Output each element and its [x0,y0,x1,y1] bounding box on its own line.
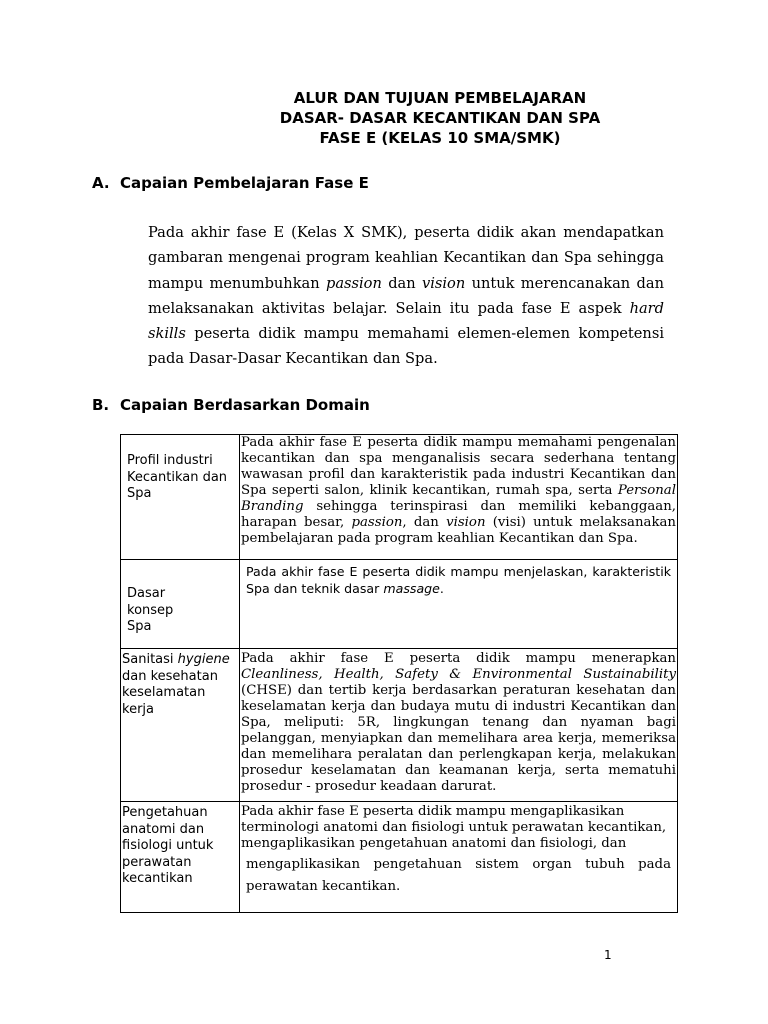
paragraph-emphasis: vision [421,274,466,292]
title-line-1: ALUR DAN TUJUAN PEMBELAJARAN [293,89,587,107]
row-description-cell [240,802,678,913]
section-a-heading [92,173,369,193]
domain-table [120,434,678,913]
table-row [121,435,678,560]
row-label: Pengetahuan anatomi dan fisiologi untuk perawatan kecantikan [122,805,214,886]
row-description-cell [240,560,678,649]
row-description-cell [240,649,678,802]
table-row [121,560,678,649]
row-description: Pada akhir fase E peserta didik mampu menerapkan Cleanliness, Health, Safety & Environmental Sustainability (CHSE) dan tertib kerja berdasarkan peraturan kesehatan dan keselamatan kerja dan budaya mutu di industri Kecantikan dan Spa, meliputi: 5R, lingkungan tenang dan nyaman bagi pelanggan, menyiapkan dan memelihara area kerja, memeriksa dan memelihara peralatan dan perlengkapan kerja, melakukan prosedur keselamatan dan keamanan kerja, serta mematuhi prosedur - prosedur keadaan darurat. [241,651,676,794]
paragraph-emphasis: passion [325,274,382,292]
paragraph-text: peserta didik mampu memahami elemen-elemen kompetensi pada Dasar-Dasar Kecantikan dan Spa. [148,325,664,368]
title-line-2: DASAR- DASAR KECANTIKAN DAN SPA [279,109,601,127]
row-description-continued: mengaplikasikan pengetahuan sistem organ tubuh pada perawatan kecantikan. [246,857,671,894]
row-label-cell [121,802,240,913]
row-label-cell [121,649,240,802]
row-description: Pada akhir fase E peserta didik mampu memahami pengenalan kecantikan dan spa menganalisis secara sederhana tentang wawasan profil dan karakteristik pada industri Kecantikan dan Spa seperti salon, klinik kecantikan, rumah spa, serta Personal Branding sehingga terinspirasi dan memiliki kebanggaan, harapan besar, passion, dan vision (visi) untuk melaksanakan pembelajaran pada program keahlian Kecantikan dan Spa. [241,435,676,546]
document-title [0,88,768,148]
row-label-cell [121,435,240,560]
row-description: Pada akhir fase E peserta didik mampu menjelaskan, karakteristik Spa dan teknik dasar massage. [246,564,671,596]
row-label-cell [121,560,240,649]
section-b-title: Capaian Berdasarkan Domain [120,396,370,414]
table-row [121,649,678,802]
row-description: Pada akhir fase E peserta didik mampu mengaplikasikan terminologi anatomi dan fisiologi untuk perawatan kecantikan, mengaplikasikan pengetahuan anatomi dan fisiologi, dan [241,804,667,851]
paragraph-text: dan [381,274,422,292]
page-number: 1 [604,948,612,962]
section-a-paragraph [148,220,664,372]
row-description-cell [240,435,678,560]
row-label: Profil industri Kecantikan dan Spa [127,453,228,501]
section-b-heading [92,395,370,415]
paragraph-text: Pada akhir fase E (Kelas X SMK), peserta didik akan mendapatkan gambaran mengenai program keahlian Kecantikan dan Spa sehingga mampu menumbuhkan [148,224,664,292]
section-b-letter: B. [92,396,110,414]
paragraph-emphasis: hard skills [148,299,664,343]
section-a-title: Capaian Pembelajaran Fase E [120,174,369,192]
row-label: Sanitasi hygiene dan kesehatan keselamatan kerja [122,652,230,717]
paragraph-text: untuk merencanakan dan melaksanakan aktivitas belajar. Selain itu pada fase E aspek [148,274,664,317]
title-line-3: FASE E (KELAS 10 SMA/SMK) [319,129,561,147]
row-label: Dasar konsep Spa [127,586,174,634]
section-a-letter: A. [92,174,110,192]
table-row [121,802,678,913]
